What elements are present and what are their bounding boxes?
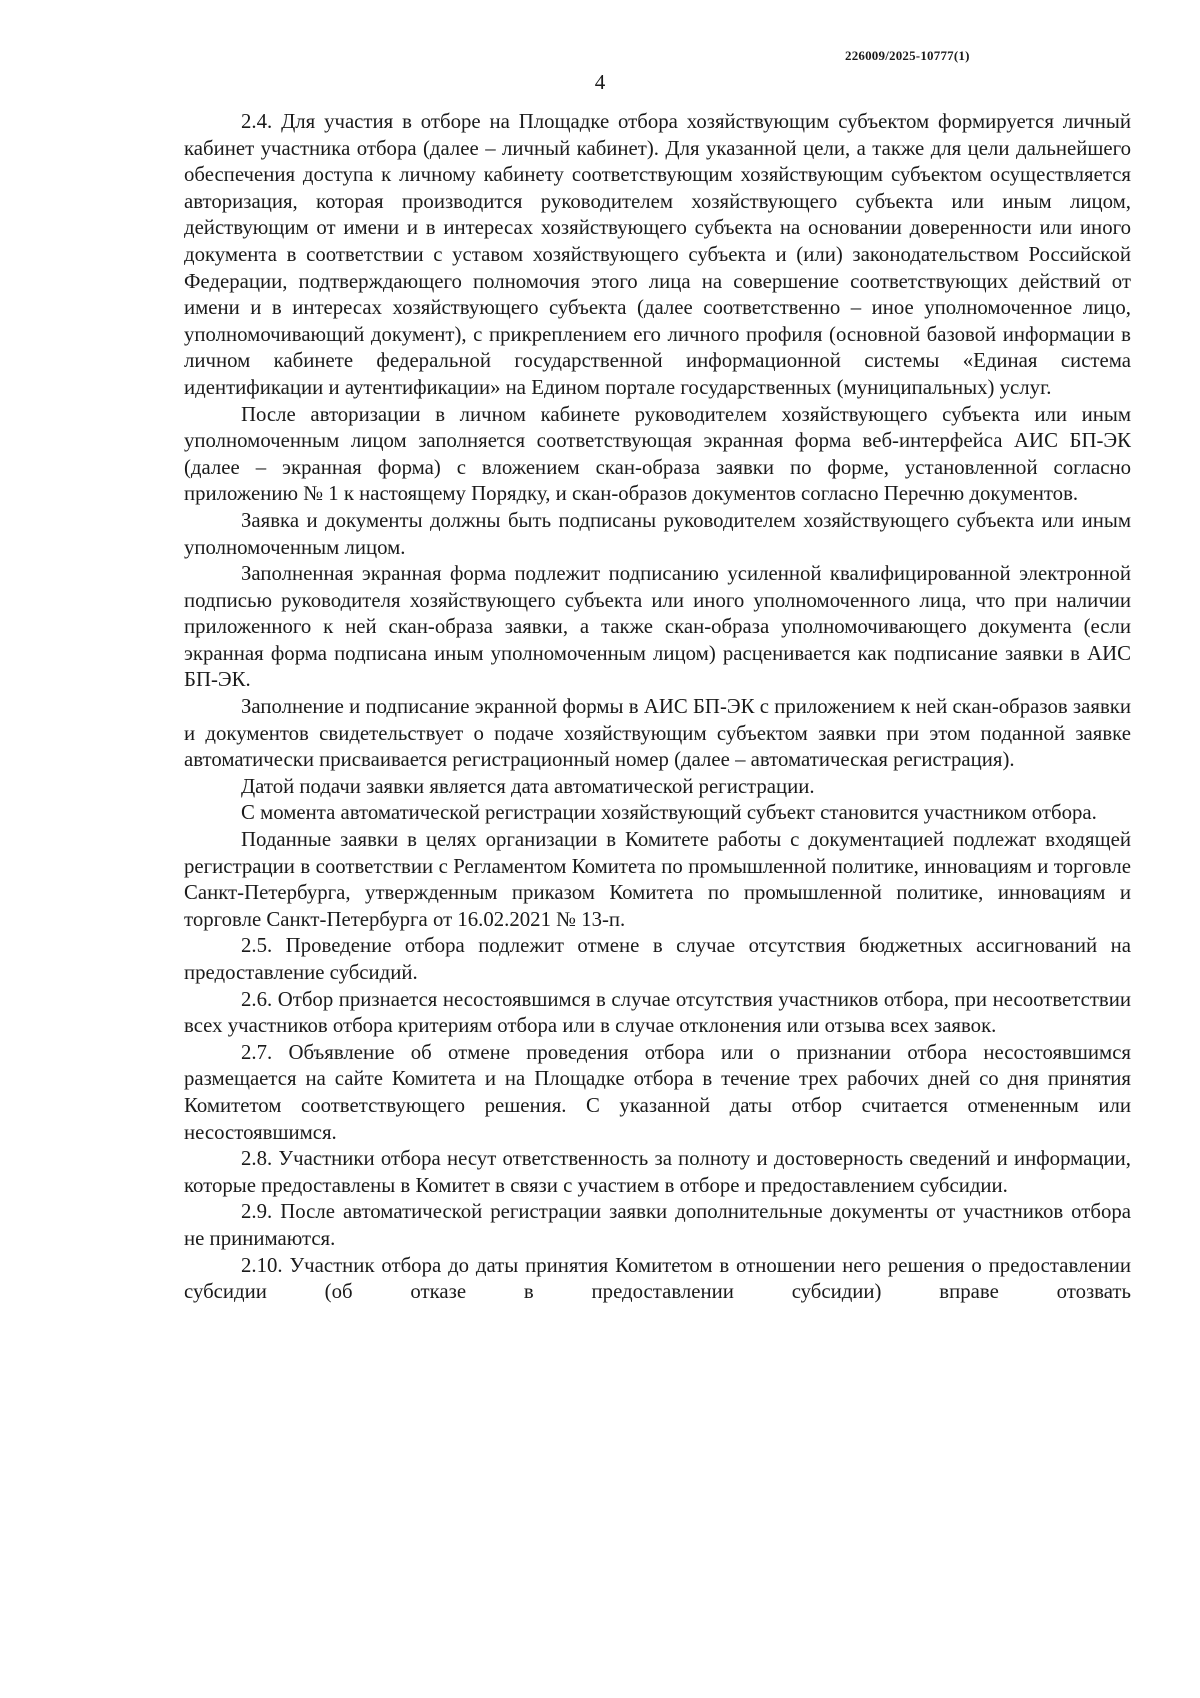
document-registration-number: 226009/2025-10777(1)	[845, 48, 970, 63]
paragraph-2-5: 2.5. Проведение отбора подлежит отмене в случае отсутствия бюджетных ассигнований на предоставление субсидий.	[184, 934, 1131, 984]
paragraph-2-10: 2.10. Участник отбора до даты принятия Комитетом в отношении него решения о предоставлении субсидии (об отказе в предоставлении субсидии) вправе отозвать	[184, 1253, 1131, 1304]
paragraph-2-6: 2.6. Отбор признается несостоявшимся в случае отсутствия участников отбора, при несоответствии всех участников отбора критериям отбора или в случае отклонения или отзыва всех заявок.	[184, 987, 1131, 1038]
page-number: 4	[594, 70, 606, 94]
paragraph-becomes-participant: С момента автоматической регистрации хозяйствующий субъект становится участником отбора.	[241, 801, 1097, 825]
paragraph-after-authorization: После авторизации в личном кабинете руководителем хозяйствующего субъекта или иным уполномоченным лицом заполняется соответствующая экранная форма веб-интерфейса АИС БП-ЭК (далее – экранная форма) с вложением скан-образа заявки по форме, установленной согласно приложению № 1 к настоящему Порядку, и скан-образов документов согласно Перечню документов.	[184, 402, 1131, 506]
paragraph-incoming-registration: Поданные заявки в целях организации в Комитете работы с документацией подлежат входящей регистрации в соответствии с Регламентом Комитета по промышленной политике, инновациям и торговле Санкт-Петербурга, утвержденным приказом Комитета по промышленной политике, инновациям и торговле Санкт-Петербурга от 16.02.2021 № 13-п.	[184, 828, 1131, 931]
paragraph-2-7: 2.7. Объявление об отмене проведения отбора или о признании отбора несостоявшимся размещается на сайте Комитета и на Площадке отбора в течение трех рабочих дней со дня принятия Комитетом соответствующего решения. С указанной даты отбор считается отмененным или несостоявшимся.	[184, 1040, 1131, 1144]
paragraph-signing-requirement: Заявка и документы должны быть подписаны руководителем хозяйствующего субъекта или иным уполномоченным лицом.	[184, 508, 1131, 559]
paragraph-automatic-registration: Заполнение и подписание экранной формы в АИС БП-ЭК с приложением к ней скан-образов заявки и документов свидетельствует о подаче хозяйствующим субъектом заявки при этом поданной заявке автоматически присваивается регистрационный номер (далее – автоматическая регистрация).	[184, 695, 1131, 772]
paragraph-electronic-signature: Заполненная экранная форма подлежит подписанию усиленной квалифицированной электронной подписью руководителя хозяйствующего субъекта или иного уполномоченного лица, что при наличии приложенного к ней скан-образа заявки, а также скан-образа уполномочивающего документа (если экранная форма подписана иным уполномоченным лицом) расценивается как подписание заявки в АИС БП-ЭК.	[184, 562, 1131, 692]
paragraph-2-4: 2.4. Для участия в отборе на Площадке отбора хозяйствующим субъектом формируется личный кабинет участника отбора (далее – личный кабинет). Для указанной цели, а также для цели дальнейшего обеспечения доступа к личному кабинету соответствующим хозяйствующим субъектом осуществляется авторизация, которая производится руководителем хозяйствующего субъекта или иным лицом, действующим от имени и в интересах хозяйствующего субъекта на основании доверенности или иного документа в соответствии с уставом хозяйствующего субъекта и (или) законодательством Российской Федерации, подтверждающего полномочия этого лица на совершение соответствующих действий от имени и в интересах хозяйствующего субъекта (далее соответственно – иное уполномоченное лицо, уполномочивающий документ), с прикреплением его личного профиля (основной базовой информации в личном кабинете федеральной государственной информационной системы «Единая система идентификации и аутентификации» на Едином портале государственных (муниципальных) услуг.	[184, 110, 1131, 399]
document-body	[184, 109, 1131, 1306]
paragraph-submission-date: Датой подачи заявки является дата автоматической регистрации.	[241, 774, 815, 798]
paragraph-2-8: 2.8. Участники отбора несут ответственность за полноту и достоверность сведений и информации, которые предоставлены в Комитет в связи с участием в отборе и предоставлением субсидии.	[184, 1147, 1131, 1197]
paragraph-2-9: 2.9. После автоматической регистрации заявки дополнительные документы от участников отбора не принимаются.	[184, 1200, 1131, 1250]
